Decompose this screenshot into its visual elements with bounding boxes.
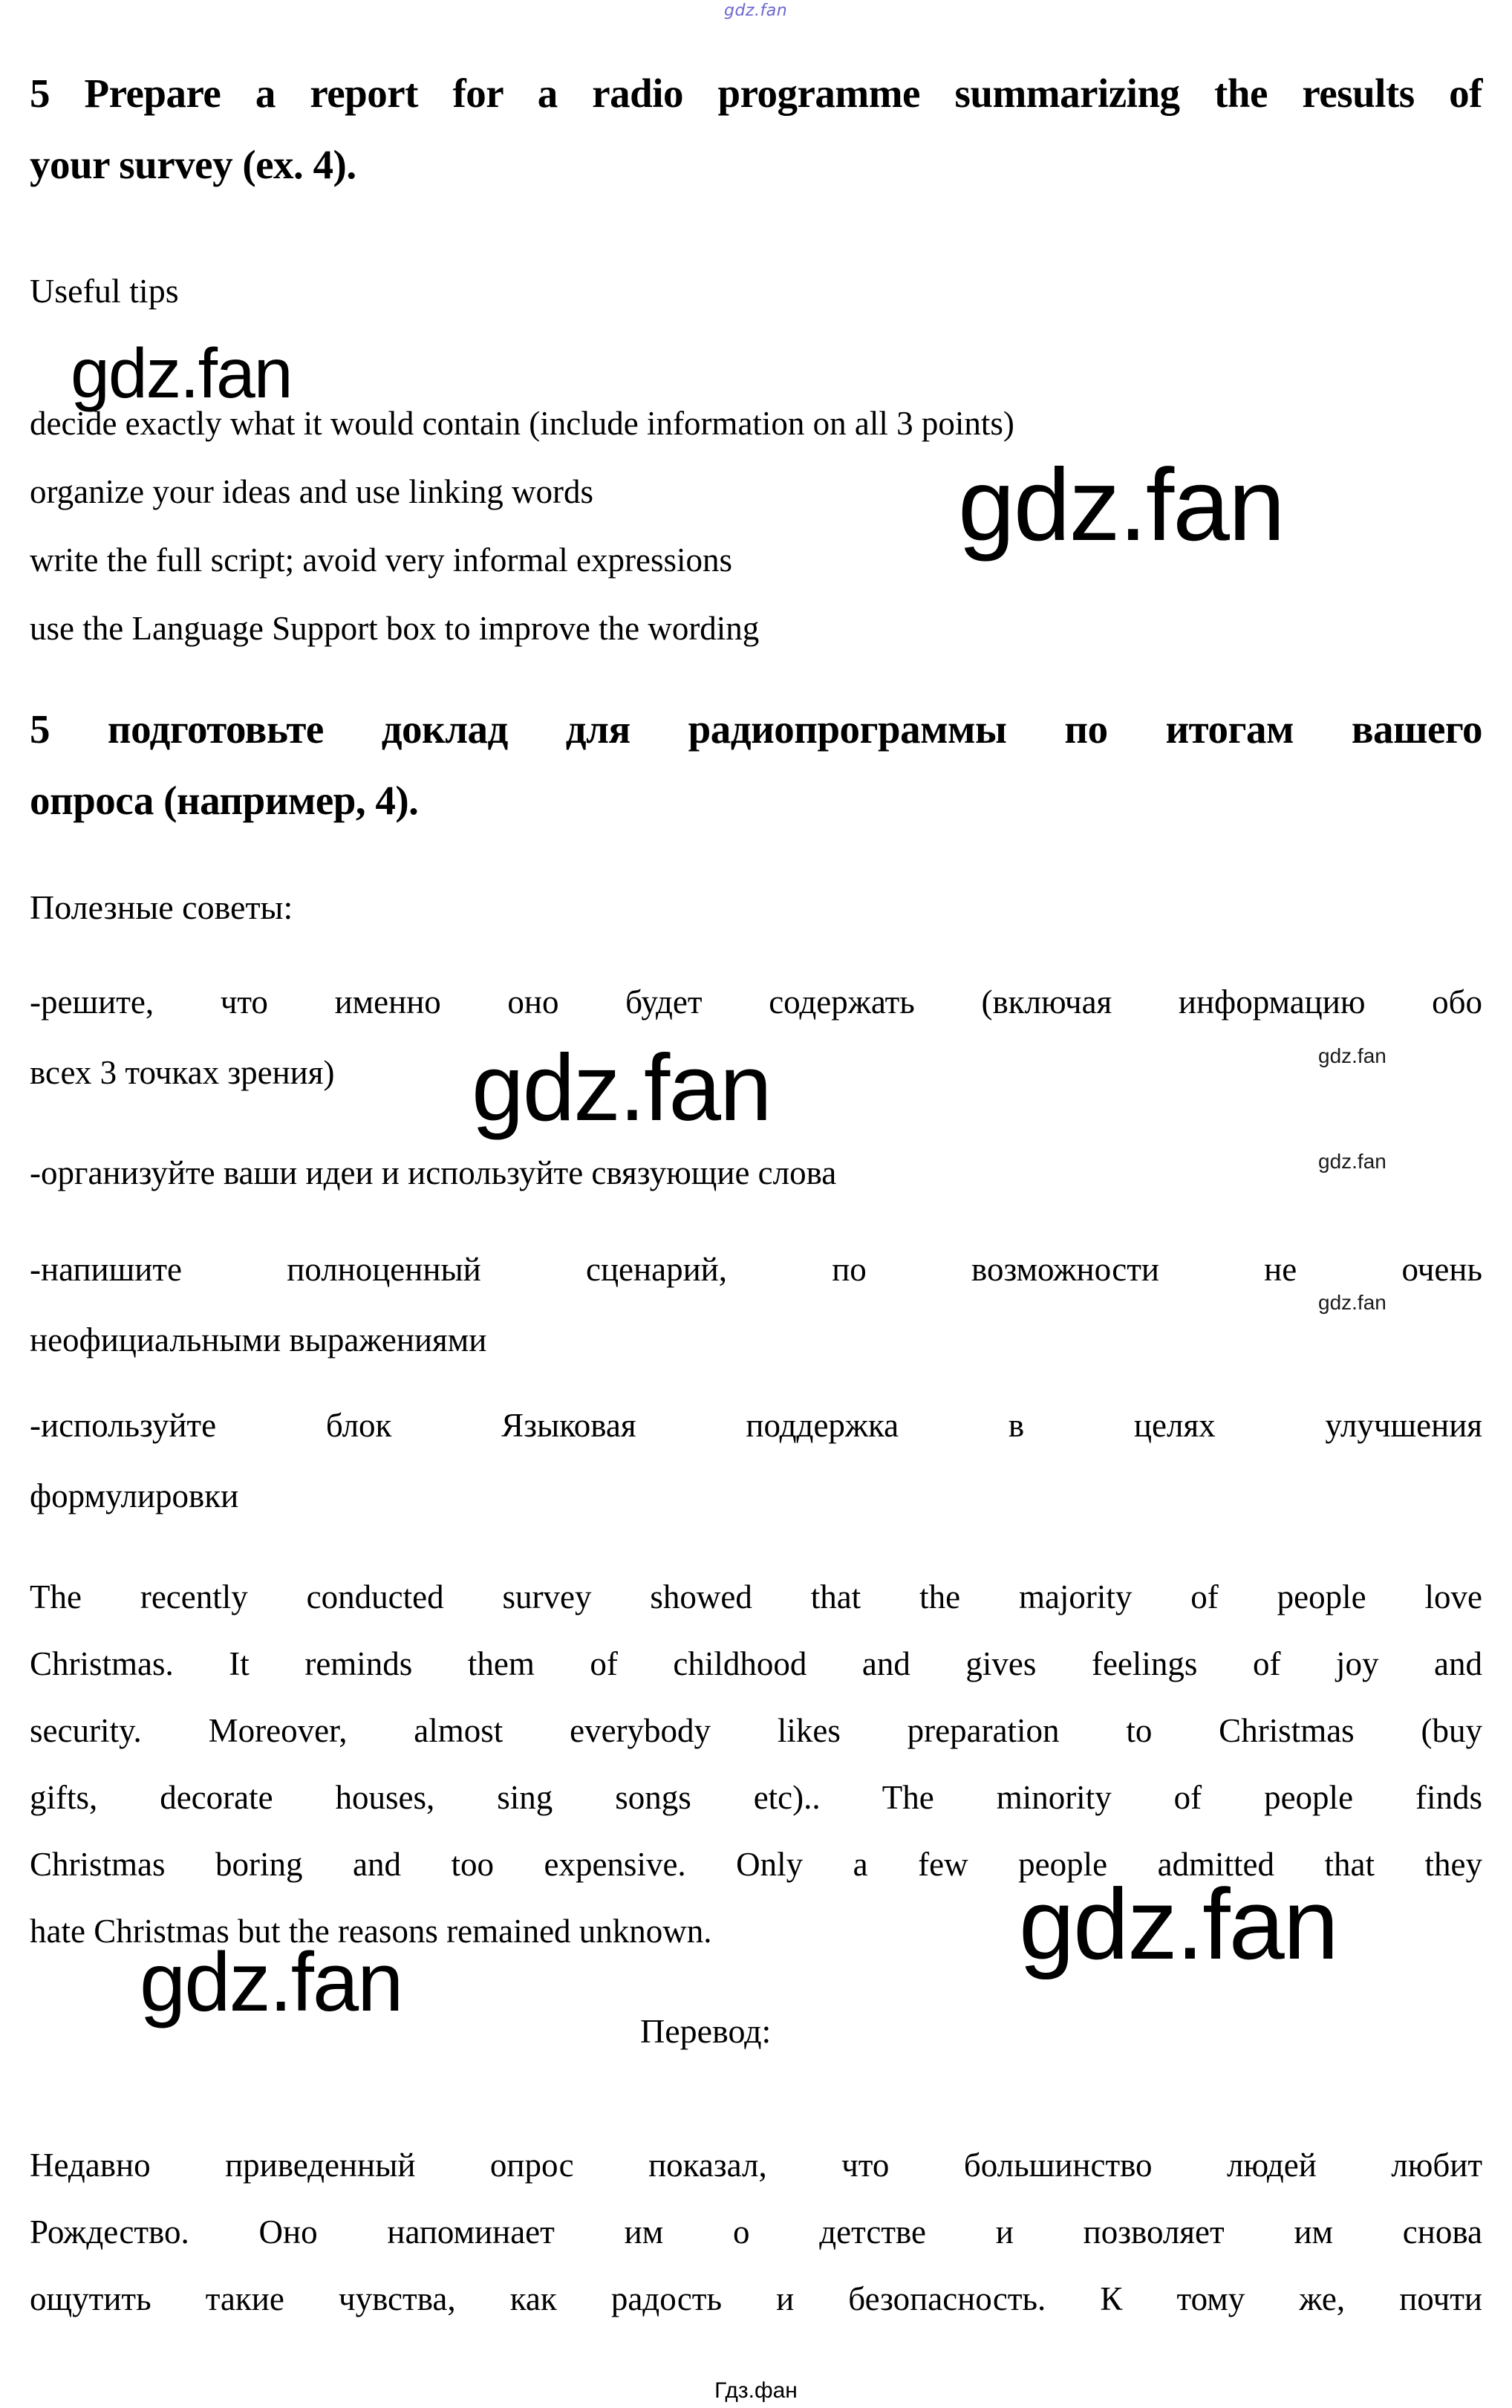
answer-en-line: hate Christmas but the reasons remained unknown. (30, 1913, 712, 1950)
watermark-large-3: gdz.fan (472, 1035, 771, 1140)
watermark-large-1: gdz.fan (71, 334, 292, 413)
watermark-top-small: gdz.fan (724, 1, 788, 20)
tip-ru-line: -напишите полноценный сценарий, по возможности не очень (30, 1251, 1482, 1288)
tip-ru-line: формулировки (30, 1477, 239, 1514)
footer-site-name: Гдз.фан (714, 2378, 798, 2403)
answer-en-line: Christmas. It reminds them of childhood and gives feelings of joy and (30, 1645, 1482, 1682)
watermark-side-2: gdz.fan (1318, 1150, 1386, 1173)
tip-en: organize your ideas and use linking words (30, 473, 594, 510)
watermark-side-3: gdz.fan (1318, 1291, 1386, 1314)
tip-ru-line: -используйте блок Языковая поддержка в целях улучшения (30, 1407, 1482, 1444)
answer-en-line: gifts, decorate houses, sing songs etc).. The minority of people finds (30, 1779, 1482, 1816)
task-title-en-line: your survey (ex. 4). (30, 142, 356, 187)
answer-ru-line: Рождество. Оно напоминает им о детстве и позволяет им снова (30, 2213, 1482, 2251)
task-title-en-line: 5 Prepare a report for a radio programme summarizing the results of (30, 71, 1482, 116)
tip-ru-line: -решите, что именно оно будет содержать (включая информацию обо (30, 983, 1482, 1021)
task-title-ru (30, 694, 1482, 836)
answer-ru-line: Недавно приведенный опрос показал, что большинство людей любит (30, 2147, 1482, 2184)
tips-heading-en: Useful tips (30, 272, 179, 310)
task-title-ru-line: опроса (например, 4). (30, 778, 419, 823)
task-title-en (30, 58, 1482, 201)
tip-en: use the Language Support box to improve the wording (30, 610, 760, 647)
task-title-ru-line: 5 подготовьте доклад для радиопрограммы по итогам вашего (30, 706, 1482, 752)
tip-en: write the full script; avoid very informal expressions (30, 541, 733, 579)
tip-ru-line: неофициальными выражениями (30, 1321, 487, 1358)
tip-ru-line: -организуйте ваши идеи и используйте связующие слова (30, 1154, 837, 1191)
answer-en-line: security. Moreover, almost everybody likes preparation to Christmas (buy (30, 1712, 1482, 1749)
tips-heading-ru: Полезные советы: (30, 888, 293, 926)
answer-en-line: The recently conducted survey showed that the majority of people love (30, 1578, 1482, 1615)
watermark-large-4: gdz.fan (1019, 1868, 1337, 1980)
tip-ru-2 (30, 1138, 1482, 1208)
tip-ru-line: всех 3 точках зрения) (30, 1054, 335, 1091)
translation-heading: Перевод: (640, 2012, 772, 2050)
answer-ru-line: ощутить такие чувства, как радость и безопасность. К тому же, почти (30, 2280, 1482, 2317)
watermark-large-5: gdz.fan (140, 1936, 403, 2028)
watermark-side-1: gdz.fan (1318, 1044, 1386, 1067)
answer-paragraph-ru (30, 2132, 1482, 2332)
watermark-large-2: gdz.fan (958, 448, 1284, 562)
answer-en-line: Christmas boring and too expensive. Only a few people admitted that they (30, 1846, 1482, 1883)
tip-ru-4 (30, 1390, 1482, 1532)
tip-ru-3 (30, 1234, 1482, 1376)
tip-en: decide exactly what it would contain (include information on all 3 points) (30, 405, 1014, 442)
